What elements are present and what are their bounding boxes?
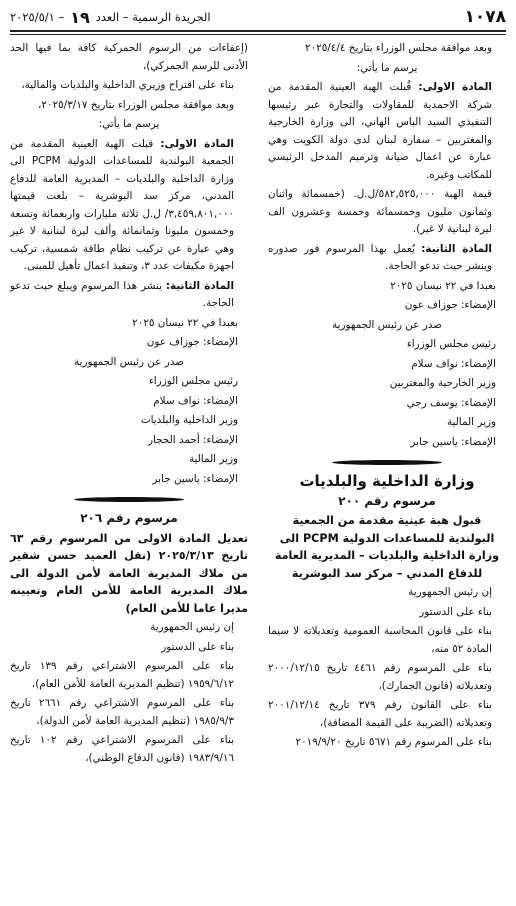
article-1-text: قُبلت الهبة العينية المقدمة من شركة الاحمدية للمقاولات والتجارة عبر رئيسها التنفيذي السيد الياس الهاني، الى وزارة الخارجية والمغتربين – سفارة لبنان لدى دولة الكويت وهي عبارة عن اعمال صيانة وترميم المدخل الرئيسي للمكاتب وغيره.	[268, 81, 492, 181]
proposal-note: بناء على اقتراح وزيري الداخلية والبلديات والمالية،	[21, 79, 234, 91]
article-2-label: المادة الثانية:	[165, 279, 235, 292]
issue-number: ١٩	[70, 7, 90, 27]
right-column	[268, 40, 506, 754]
basis-vat: بناء على القانون رقم ٣٧٩ تاريخ ٢٠٠١/١٢/١٤ وتعديلاته (الضريبة على القيمة المضافة)،	[268, 699, 493, 729]
basis-customs: بناء على المرسوم رقم ٤٤٦١ تاريخ ٢٠٠٠/١٢/١٥ وتعديلاته (قانون الجمارك)،	[268, 662, 492, 692]
signing-date: بعبدا في ٢٢ نيسان ٢٠٢٥	[390, 279, 496, 292]
issue-date: – ٢٠٢٥/٥/١	[10, 10, 65, 24]
exemptions-note: (إعفاءات من الرسوم الجمركية كافة بما فيها الحد الأدنى للرسم الجمركي)،	[10, 42, 248, 72]
basis-decree-5671: بناء على المرسوم رقم ٥٦٧١ تاريخ ٢٠١٩/٩/٢٠	[295, 736, 492, 748]
header-rule	[10, 30, 506, 32]
page-header	[10, 6, 506, 28]
foreign-minister-title: وزير الخارجية والمغتربين	[389, 377, 496, 389]
article-1-text: قبلت الهبة العينية المقدمة من الجمعية البولندية للمساعدات الدولية PCPM الى وزارة الداخلية والبلديات – المديرية العامة للدفاع المدني، مركز سد البوشرية – بلغت قيمتها ٣,٤٥٩,٨٠١,٠٠٠/ ل.ل ثلاثة مليارات واربعمائة وتسعة وخمسون مليونا وثمانمائة وألف ليرة لبنانية لا غير وهي عبارة عن تركيب نظام طاقة شمسية، تركيب اجهزة مكيفات عدد ٣، وتنفيذ اعمال تأهيل للمبنى.	[10, 137, 234, 272]
decree-title: تعديل المادة الاولى من المرسوم رقم ٦٣ تاريخ ٢٠٢٥/٣/١٣ (نقل العميد حسن شقير من ملاك المديرية العامة لأمن الدولة الى ملاك المديرية العامة للأمن العام وتعيينه مديرا عاما للأمن العام)	[10, 531, 248, 615]
decree-title: قبول هبة عينية مقدمة من الجمعية البولندية للمساعدات الدولية PCPM الى وزارة الداخلية والبلديات – المديرية العامة للدفاع المدني – مركز سد البوشرية	[274, 514, 500, 580]
donation-value: قيمة الهبة ٥٨٢,٥٢٥,٠٠٠/ل.ل. (خمسمائة واثنان وثمانون مليون وخمسمائة وخمسة وعشرون الف ليرة لبنانية لا غير).	[268, 188, 492, 235]
approval-note: وبعد موافقة مجلس الوزراء بتاريخ ٢٠٢٥/٣/١٧،	[38, 98, 234, 111]
decree-number: مرسوم رقم ٢٠٠	[338, 493, 436, 508]
finance-minister-title: وزير المالية	[188, 453, 238, 465]
decrees-following: يرسم ما يأتي:	[356, 61, 418, 74]
basis-constitution: بناء على الدستور	[161, 640, 234, 653]
basis-constitution: بناء على الدستور	[419, 605, 492, 618]
article-1-label: المادة الاولى:	[160, 137, 234, 150]
basis-accounting-law: بناء على قانون المحاسبة العمومية وتعديلاته لا سيما المادة ٥٢ منه،	[268, 625, 492, 655]
article-2	[268, 241, 506, 276]
page-number: ١٠٧٨	[464, 7, 506, 27]
article-1	[10, 136, 248, 276]
article-1-label: المادة الاولى:	[418, 81, 492, 93]
issued-by: صدر عن رئيس الجمهورية	[73, 355, 184, 368]
interior-minister-signature: الإمضاء: أحمد الحجار	[148, 433, 238, 446]
president-signature: الإمضاء: جوزاف عون	[404, 299, 496, 311]
basis-decree-102: بناء على المرسوم الاشتراعي رقم ١٠٢ تاريخ ١٩٨٣/٩/١٦ (قانون الدفاع الوطني)،	[10, 734, 234, 764]
signing-date: بعبدا في ٢٢ نيسان ٢٠٢٥	[132, 316, 238, 329]
pm-signature: الإمضاء: نواف سلام	[153, 394, 238, 407]
finance-minister-title: وزير المالية	[446, 416, 496, 428]
header-rule-thin	[10, 34, 506, 35]
section-divider	[268, 455, 506, 469]
left-column	[10, 40, 248, 769]
basis-decree-139: بناء على المرسوم الاشتراعي رقم ١٣٩ تاريخ ١٩٥٩/٦/١٢ (تنظيم المديرية العامة للأمن العام)،	[10, 660, 234, 690]
article-1	[268, 79, 506, 184]
president-line: إن رئيس الجمهورية	[150, 621, 234, 633]
pm-title: رئيس مجلس الوزراء	[406, 338, 496, 350]
finance-minister-signature: الإمضاء: ياسين جابر	[152, 472, 238, 485]
decrees-following: يرسم ما يأتي:	[98, 118, 160, 130]
finance-minister-signature: الإمضاء: ياسين جابر	[410, 435, 496, 448]
pm-title: رئيس مجلس الوزراء	[148, 375, 238, 387]
gazette-name: الجريدة الرسمية – العدد	[95, 10, 211, 24]
pm-signature: الإمضاء: نواف سلام	[411, 357, 496, 370]
interior-minister-title: وزير الداخلية والبلديات	[140, 414, 238, 426]
foreign-minister-signature: الإمضاء: يوسف رجي	[406, 396, 496, 409]
approval-note: وبعد موافقة مجلس الوزراء بتاريخ ٢٠٢٥/٤/٤	[304, 42, 492, 54]
president-line: إن رئيس الجمهورية	[408, 586, 492, 598]
article-2-text: ينشر هذا المرسوم ويبلغ حيث تدعو الحاجة.	[10, 279, 234, 309]
article-2-label: المادة الثانية:	[421, 242, 492, 255]
president-signature: الإمضاء: جوزاف عون	[146, 336, 238, 348]
decree-number: مرسوم رقم ٢٠٦	[80, 511, 178, 525]
article-2-text: يُعمل بهذا المرسوم فور صدوره وينشر حيث تدعو الحاجة.	[268, 242, 492, 272]
ministry-heading: وزارة الداخلية والبلديات	[299, 472, 475, 490]
issued-by: صدر عن رئيس الجمهورية	[331, 318, 442, 331]
basis-decree-2661: بناء على المرسوم الاشتراعي رقم ٢٦٦١ تاريخ ١٩٨٥/٩/٣ (تنظيم المديرية العامة لأمن الدولة)،	[10, 697, 234, 727]
issue-info	[10, 8, 211, 27]
section-divider	[10, 492, 248, 506]
article-2	[10, 278, 248, 313]
